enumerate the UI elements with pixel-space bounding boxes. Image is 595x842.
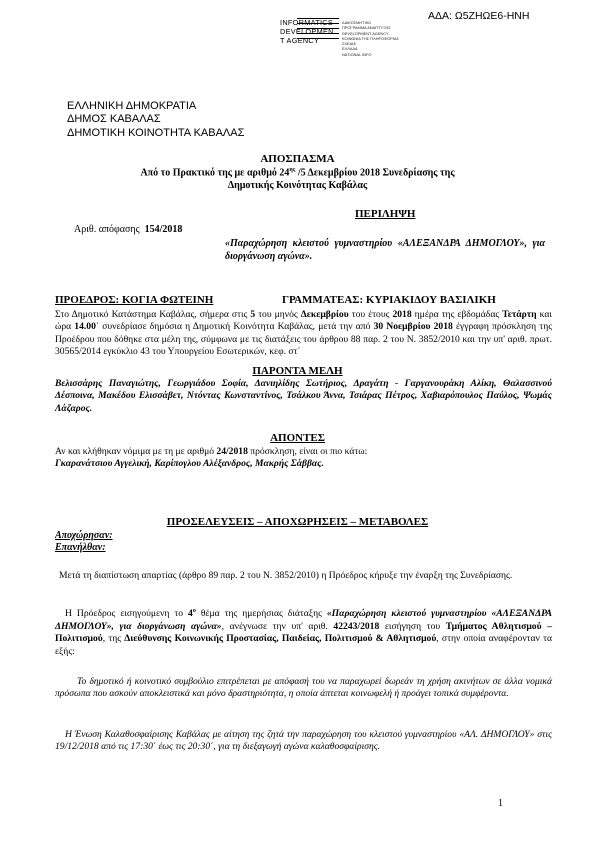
absent-names: Γκαρανάτσιου Αγγελική, Καρίπογλου Αλέξανδρος, Μακρής Σάββας. [55,458,324,470]
issuer-line: ΔΗΜΟΣ ΚΑΒΑΛΑΣ [67,113,161,126]
present-title: ΠΑΡΟΝΤΑ ΜΕΛΗ [252,365,343,377]
topic-paragraph: Η Πρόεδρος εισηγούμενη το $4^o$ θέμα της ημερήσιας διάταξης «Παραχώρηση κλειστού γυμναστηρίου «ΑΛΕΞΑΝΔΡΑ ΔΗΜΟΓΛΟΥ», για διοργάνωση αγώνα», ανέγνωσε την υπ' αριθ. 42243/2018 εισήγηση του Τμήματος Αθλητισμού – Πολιτισμού, της Διεύθυνσης Κοινωνικής Προστασίας, Παιδείας, Πολιτισμού & Αθλητισμού, στην οποία αναφέρονταν τα εξής: [55,608,553,657]
logo-subtext-line: NATIONAL INFO [342,51,372,57]
logo-subtext-line: DEVELOPMENT AGENCY [342,30,389,36]
summary-text: «Παραχώρηση κλειστού γυμναστηρίου «ΑΛΕΞΑΝΔΡΑ ΔΗΜΟΓΛΟΥ», για διοργάνωση αγώνα». [225,238,545,262]
absent-paragraph [55,446,552,471]
quote-paragraph: Το δημοτικό ή κοινοτικό συμβούλιο επιτρέπεται με απόφασή του να παραχωρεί δωρεάν τη χρήση ακινήτων σε άλλα νομικά πρόσωπα που ασκούν αποκλειστικά και μόνο δραστηριότητα, η οποία άπτεται κοινωφελή ή προάγει τοπικά συμφέροντα. [55,676,552,700]
decision-number [74,224,182,236]
extract-line-1: Από το Πρακτικό της με αριθμό $24^{\eta\varsigma}$ /5 Δεκεμβρίου 2018 Συνεδρίασης της [140,167,455,179]
president: ΠΡΟΕΔΡΟΣ: ΚΟΓΙΑ ΦΩΤΕΙΝΗ [55,294,214,306]
logo-subtext-line: ΕΛΛΑΔΑ [342,46,358,52]
logo-subtext-line: ΔΙΑΚΟΣΜΗΤΙΚΟ [342,20,372,25]
left-label: Αποχώρησαν: [55,530,113,541]
extract-line-2: Δημοτικής Κοινότητας Καβάλας [227,179,368,191]
request-paragraph: Η Ένωση Καλαθοσφαίρισης Καβάλας με αίτηση της ζητά την παραχώρηση του κλειστού γυμναστηρίου «ΑΛ. ΔΗΜΟΓΛΟΥ» στις 19/12/2018 από τις 17:30΄ έως τις 20:30΄, για τη διεξαγωγή αγώνα καλαθοσφαίρισης. [55,729,552,753]
logo-subtext-line: ΠΡΟΓΡΑΜΜΑ ΑΝΑΠΤΥΞΗΣ [342,25,391,31]
extract-title: ΑΠΟΣΠΑΣΜΑ [260,153,335,165]
ada-code: ΑΔΑ: Ω5ΖΗΩΕ6-ΗΝΗ [428,10,530,22]
returned-label: Επανήλθαν: [55,542,106,553]
summary-label: ΠΕΡΙΛΗΨΗ [355,208,416,220]
logo-line: T AGENCY [280,35,320,45]
logo-line: INFORMATICS [280,18,334,27]
issuer-line: ΕΛΛΗΝΙΚΗ ΔΗΜΟΚΡΑΤΙΑ [67,100,197,112]
changes-title: ΠΡΟΣΕΛΕΥΣΕΙΣ – ΑΠΟΧΩΡΗΣΕΙΣ – ΜΕΤΑΒΟΛΕΣ [166,516,429,528]
page-number: 1 [498,798,503,809]
quorum-paragraph: Μετά τη διαπίστωση απαρτίας (άρθρο 89 παρ. 2 του Ν. 3852/2010) η Πρόεδρος κήρυξε την έναρξη της Συνεδρίασης. [59,570,513,581]
officers-line [55,294,555,307]
extract-subtitle [120,167,475,192]
logo-subtext [342,20,422,57]
absent-intro: Αν και κλήθηκαν νόμιμα με τη με αριθμό 24/2018 πρόσκληση, είναι οι πιο κάτω: [55,446,368,457]
issuer-line: ΔΗΜΟΤΙΚΗ ΚΟΙΝΟΤΗΤΑ ΚΑΒΑΛΑΣ [67,126,245,139]
changes-list [55,530,113,554]
logo-subtext-line: ΚΟΙΝΩΝΙΑ ΤΗΣ ΠΛΗΡΟΦΟΡΙΑΣ [342,35,399,41]
issuer-block [67,100,244,140]
logo-line: DEVELOPMEN [280,26,334,36]
intro-paragraph: Στο Δημοτικό Κατάστημα Καβάλας, σήμερα στις 5 του μηνός Δεκεμβρίου του έτους 2018 ημέρα της εβδομάδας Τετάρτη και ώρα 14.00΄ συνεδρίασε δημόσια η Δημοτική Κοινότητα Καβάλας, μετά την από 30 Νοεμβρίου 2018 έγγραφη πρόσκληση της Προέδρου που δόθηκε στα μέλη της, σύμφωνα με τις διατάξεις του άρθρου 88 παρ. 2 του Ν. 3852/2010 και την υπ' αριθ. πρωτ. 30565/2014 εγκύκλιο 43 του Υπουργείου Εσωτερικών, κεφ. στ΄ [55,309,553,358]
decision-label: Αριθ. απόφασης [74,224,140,235]
logo-text [280,19,334,45]
present-names: Βελισσάρης Παναγιώτης, Γεωργιάδου Σοφία, Δανιηλίδης Σωτήριος, Δραγάτη - Γαργανουράκη Αλίκη, Θαλασσινού Δέσποινα, Μακέδου Ελισσάβετ, Ντόντας Κωνσταντίνος, Τσάλκου Άννα, Τσιάρας Πέτρος, Χαβιαρόπουλος Παύλος, Ψωμάς Λάζαρος. [55,378,552,414]
secretary: ΓΡΑΜΜΑΤΕΑΣ: ΚΥΡΙΑΚΙΔΟΥ ΒΑΣΙΛΙΚΗ [282,294,496,306]
absent-title: ΑΠΟΝΤΕΣ [270,432,325,444]
logo-subtext-line: ΣΧΕΔΙΑ [342,41,356,47]
decision-value: 154/2018 [144,224,183,235]
